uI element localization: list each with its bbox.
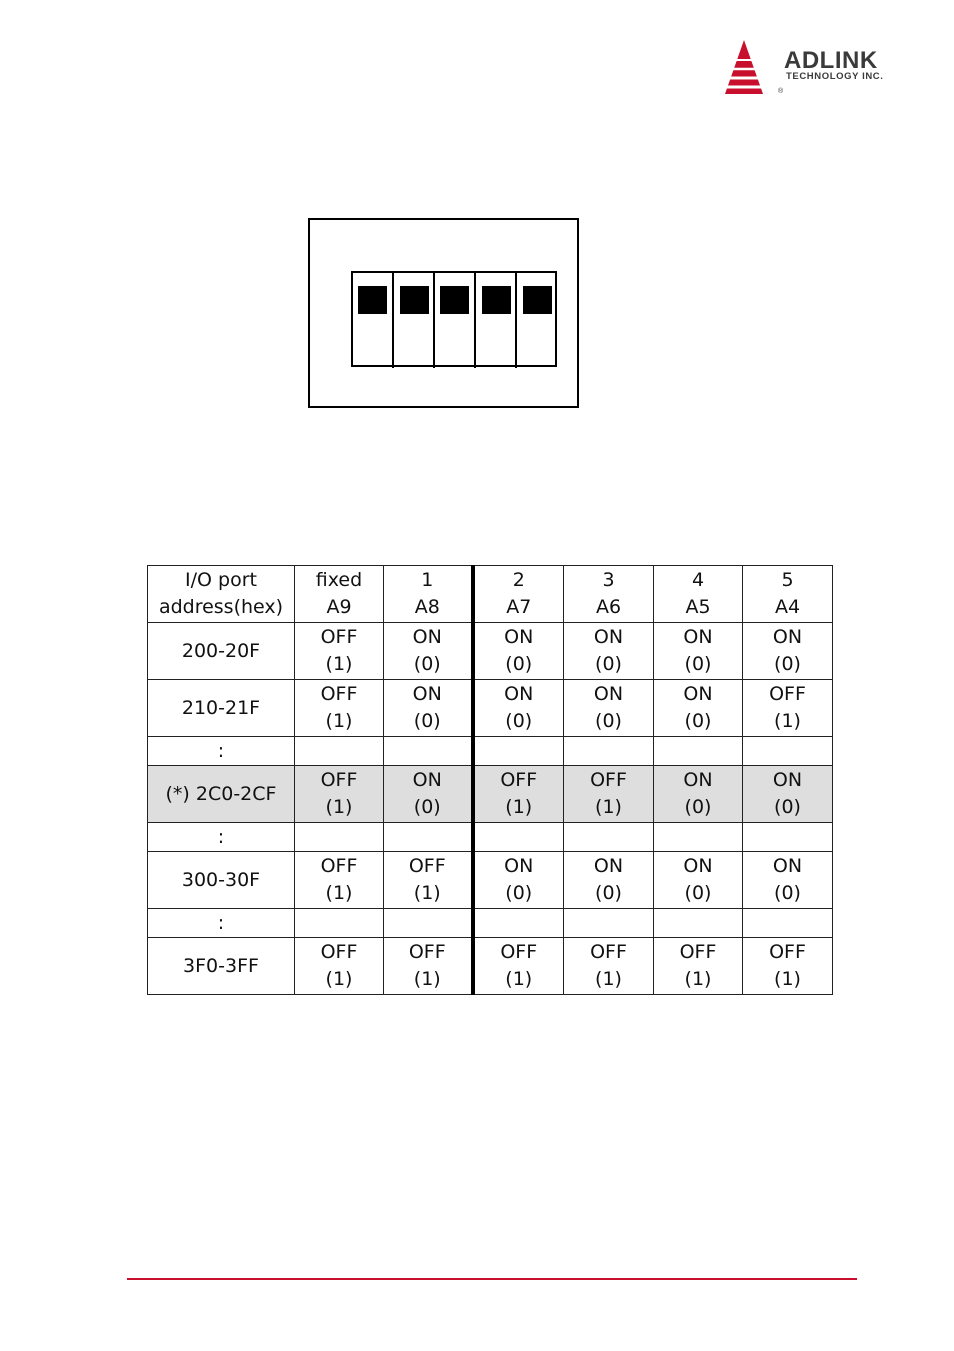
switch-cell <box>473 823 564 852</box>
header-cell: I/O port address(hex) <box>148 566 295 623</box>
header-cell: 5 A4 <box>743 566 833 623</box>
header-cell: 3 A6 <box>564 566 654 623</box>
switch-cell: ON (0) <box>384 623 473 680</box>
table-row <box>148 938 833 995</box>
switch-cell: OFF (1) <box>295 938 384 995</box>
switch-cell: ON (0) <box>654 852 743 909</box>
address-cell: (*) 2C0-2CF <box>148 766 295 823</box>
switch-cell: ON (0) <box>564 852 654 909</box>
table-row <box>148 852 833 909</box>
switch-cell <box>743 909 833 938</box>
switch-cell: OFF (1) <box>473 938 564 995</box>
switch-cell: ON (0) <box>473 623 564 680</box>
switch-cell: ON (0) <box>473 680 564 737</box>
switch-cell <box>384 909 473 938</box>
dip-switch-illustration <box>308 218 579 408</box>
switch-cell: ON (0) <box>473 852 564 909</box>
switch-cell: OFF (1) <box>654 938 743 995</box>
switch-cell <box>564 823 654 852</box>
switch-cell <box>384 823 473 852</box>
switch-cell: OFF (1) <box>295 766 384 823</box>
switch-cell: ON (0) <box>654 766 743 823</box>
logo-name: ADLINK <box>784 47 878 74</box>
address-cell: : <box>148 909 295 938</box>
adlink-triangle-logo-icon <box>722 38 782 98</box>
table-row-ellipsis <box>148 909 833 938</box>
header-cell: 4 A5 <box>654 566 743 623</box>
switch-cell <box>564 737 654 766</box>
address-cell: 3F0-3FF <box>148 938 295 995</box>
switch-cell: OFF (1) <box>295 623 384 680</box>
switch-cell: ON (0) <box>384 766 473 823</box>
switch-cell: OFF (1) <box>473 766 564 823</box>
table-row-default <box>148 766 833 823</box>
address-cell: 300-30F <box>148 852 295 909</box>
switch-cell: OFF (1) <box>564 938 654 995</box>
switch-cell <box>654 909 743 938</box>
switch-cell: ON (0) <box>654 623 743 680</box>
header-cell: 2 A7 <box>473 566 564 623</box>
switch-cell: ON (0) <box>564 623 654 680</box>
switch-cell <box>295 737 384 766</box>
table-row <box>148 680 833 737</box>
switch-cell <box>654 737 743 766</box>
switch-cell <box>295 823 384 852</box>
switch-cell <box>473 909 564 938</box>
address-cell: : <box>148 737 295 766</box>
switch-cell <box>654 823 743 852</box>
table-header-row <box>148 566 833 623</box>
switch-cell: ON (0) <box>743 623 833 680</box>
switch-cell <box>564 909 654 938</box>
switch-cell: OFF (1) <box>564 766 654 823</box>
switch-cell: ON (0) <box>743 852 833 909</box>
switch-cell: OFF (1) <box>743 680 833 737</box>
adlink-logo <box>722 38 912 98</box>
switch-cell: ON (0) <box>743 766 833 823</box>
switch-cell <box>295 909 384 938</box>
switch-cell: ON (0) <box>564 680 654 737</box>
header-cell: fixed A9 <box>295 566 384 623</box>
switch-cell <box>384 737 473 766</box>
logo-subtitle: TECHNOLOGY INC. <box>786 71 884 82</box>
switch-cell: OFF (1) <box>384 852 473 909</box>
switch-cell: OFF (1) <box>743 938 833 995</box>
table-row-ellipsis <box>148 737 833 766</box>
io-port-address-table <box>147 565 833 995</box>
switch-cell <box>473 737 564 766</box>
table-row <box>148 623 833 680</box>
switch-cell: OFF (1) <box>295 852 384 909</box>
address-cell: 210-21F <box>148 680 295 737</box>
switch-cell: ON (0) <box>654 680 743 737</box>
table-row-ellipsis <box>148 823 833 852</box>
address-cell: 200-20F <box>148 623 295 680</box>
footer-divider <box>127 1278 857 1280</box>
address-cell: : <box>148 823 295 852</box>
address-table <box>147 565 833 995</box>
switch-cell: OFF (1) <box>295 680 384 737</box>
switch-cell <box>743 823 833 852</box>
logo-registered-mark: ® <box>778 88 784 95</box>
switch-cell: OFF (1) <box>384 938 473 995</box>
header-cell: 1 A8 <box>384 566 473 623</box>
switch-cell: ON (0) <box>384 680 473 737</box>
dip-switch-icon <box>310 220 577 406</box>
switch-cell <box>743 737 833 766</box>
